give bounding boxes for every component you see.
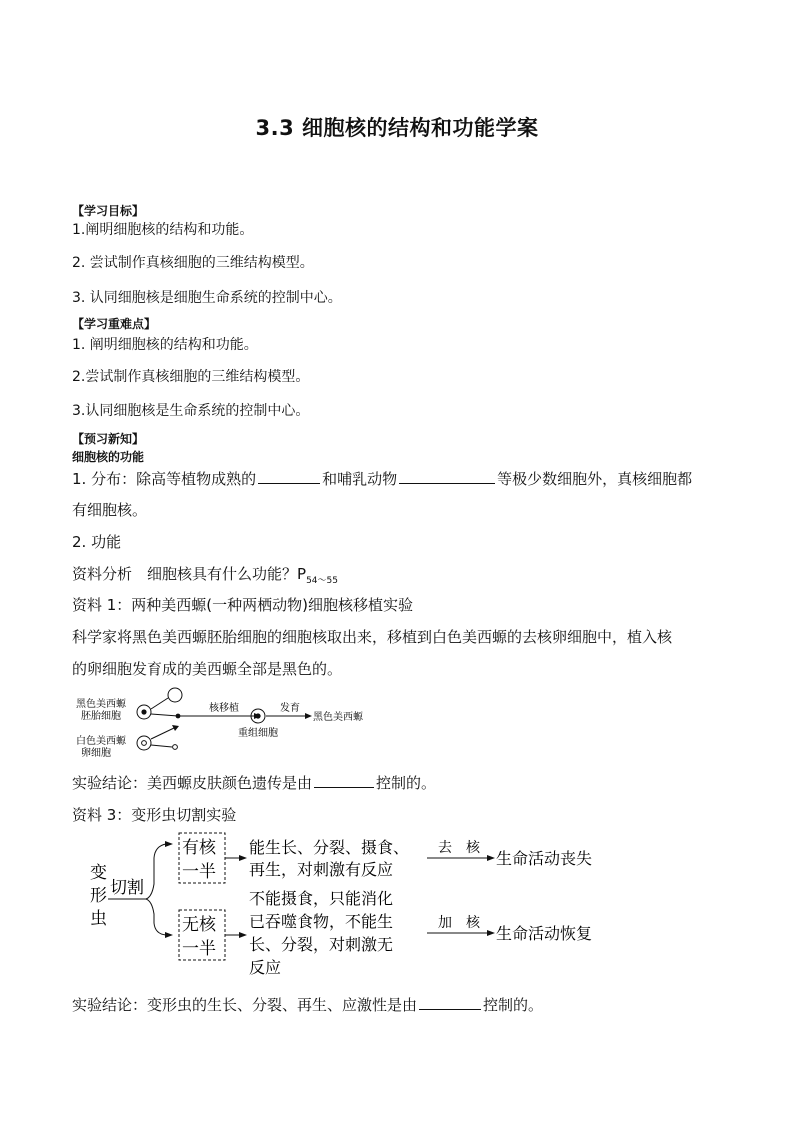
preview-subheading: 细胞核的功能 xyxy=(72,450,145,464)
key-point-3: 3.认同细胞核是生命系统的控制中心。 xyxy=(72,403,310,419)
goals-heading: 【学习目标】 xyxy=(72,204,145,218)
develop-label: 发育 xyxy=(280,703,300,714)
blank-1[interactable] xyxy=(258,482,320,484)
white-axolotl-label-1: 白色美西螈 xyxy=(76,736,126,747)
conclusion-1-text-b: 控制的。 xyxy=(376,774,437,792)
preview-heading: 【预习新知】 xyxy=(72,432,145,446)
blank-3[interactable] xyxy=(314,786,374,788)
page-title: 3.3 细胞核的结构和功能学案 xyxy=(255,116,539,140)
analysis-text: 资料分析 细胞核具有什么功能？P xyxy=(72,565,307,583)
material-1-line-2: 的卵细胞发育成的美西螈全部是黑色的。 xyxy=(72,660,343,678)
conclusion-1-text-a: 实验结论：美西螈皮肤颜色遗传是由 xyxy=(72,774,313,792)
bottom-desc-3: 长、分裂，对刺激无 xyxy=(249,935,394,954)
conclusion-1-line xyxy=(72,772,436,793)
with-nucleus-label-1: 有核 xyxy=(182,838,216,858)
remove-nucleus-label: 去 核 xyxy=(438,840,480,856)
bottom-desc-4: 反应 xyxy=(249,958,282,977)
with-nucleus-label-2: 一半 xyxy=(182,862,216,882)
analysis-pages: 54～55 xyxy=(306,576,338,586)
egg-cell-icon xyxy=(137,736,151,750)
bottom-desc-1: 不能摄食，只能消化 xyxy=(249,889,394,908)
life-restored-label: 生命活动恢复 xyxy=(496,924,593,943)
analysis-line xyxy=(72,563,338,586)
embryo-nucleus-icon xyxy=(141,709,146,714)
extracted-nucleus-icon xyxy=(176,714,181,719)
without-nucleus-label-1: 无核 xyxy=(182,915,216,935)
distribution-text-2: 和哺乳动物 xyxy=(322,470,398,488)
key-point-2: 2.尝试制作真核细胞的三维结构模型。 xyxy=(72,369,310,385)
egg-nucleus-removed-icon xyxy=(173,745,178,750)
amoeba-label-1: 变 xyxy=(90,863,107,883)
bottom-desc-2: 已吞噬食物，不能生 xyxy=(249,912,394,931)
distribution-text-3: 等极少数细胞外，真核细胞都 xyxy=(497,470,693,488)
conclusion-3-line xyxy=(72,994,543,1015)
cut-label: 切割 xyxy=(110,878,144,898)
amoeba-label-2: 形 xyxy=(90,886,107,906)
goal-item-2: 2. 尝试制作真核细胞的三维结构模型。 xyxy=(72,255,314,271)
goal-item-1: 1.阐明细胞核的结构和功能。 xyxy=(72,222,254,238)
material-3-title: 资料 3：变形虫切割实验 xyxy=(72,806,237,824)
black-axolotl-label-1: 黑色美西螈 xyxy=(76,699,126,710)
top-desc-1: 能生长、分裂、摄食、 xyxy=(249,838,410,857)
without-nucleus-label-2: 一半 xyxy=(182,939,216,959)
distribution-line xyxy=(72,468,692,489)
add-nucleus-label: 加 核 xyxy=(438,915,480,931)
black-axolotl-label-2: 胚胎细胞 xyxy=(81,711,121,722)
nuclear-transplant-diagram xyxy=(72,684,392,760)
material-1-title: 资料 1：两种美西螈(一种两栖动物)细胞核移植实验 xyxy=(72,596,414,614)
blank-4[interactable] xyxy=(419,1008,481,1010)
top-desc-2: 再生，对刺激有反应 xyxy=(249,860,394,879)
white-axolotl-label-2: 卵细胞 xyxy=(81,748,111,759)
key-point-1: 1. 阐明细胞核的结构和功能。 xyxy=(72,337,258,353)
recombinant-label: 重组细胞 xyxy=(238,728,278,739)
key-points-heading: 【学习重难点】 xyxy=(72,317,157,331)
conclusion-3-text-a: 实验结论：变形虫的生长、分裂、再生、应激性是由 xyxy=(72,996,418,1014)
material-1-line-1: 科学家将黑色美西螈胚胎细胞的细胞核取出来，移植到白色美西螈的去核卵细胞中，植入核 xyxy=(72,628,673,646)
conclusion-3-text-b: 控制的。 xyxy=(483,996,544,1014)
distribution-text-1: 1. 分布：除高等植物成熟的 xyxy=(72,470,257,488)
life-lost-label: 生命活动丧失 xyxy=(496,849,593,868)
transplant-label: 核移植 xyxy=(209,703,239,714)
result-label: 黑色美西螈 xyxy=(313,712,363,723)
amoeba-label-3: 虫 xyxy=(90,909,107,929)
goal-item-3: 3. 认同细胞核是细胞生命系统的控制中心。 xyxy=(72,290,342,306)
function-heading: 2. 功能 xyxy=(72,533,122,551)
distribution-line-2: 有细胞核。 xyxy=(72,501,148,519)
blank-2[interactable] xyxy=(399,482,495,484)
amoeba-cutting-diagram xyxy=(72,828,632,980)
enucleated-cell-icon xyxy=(168,688,182,702)
